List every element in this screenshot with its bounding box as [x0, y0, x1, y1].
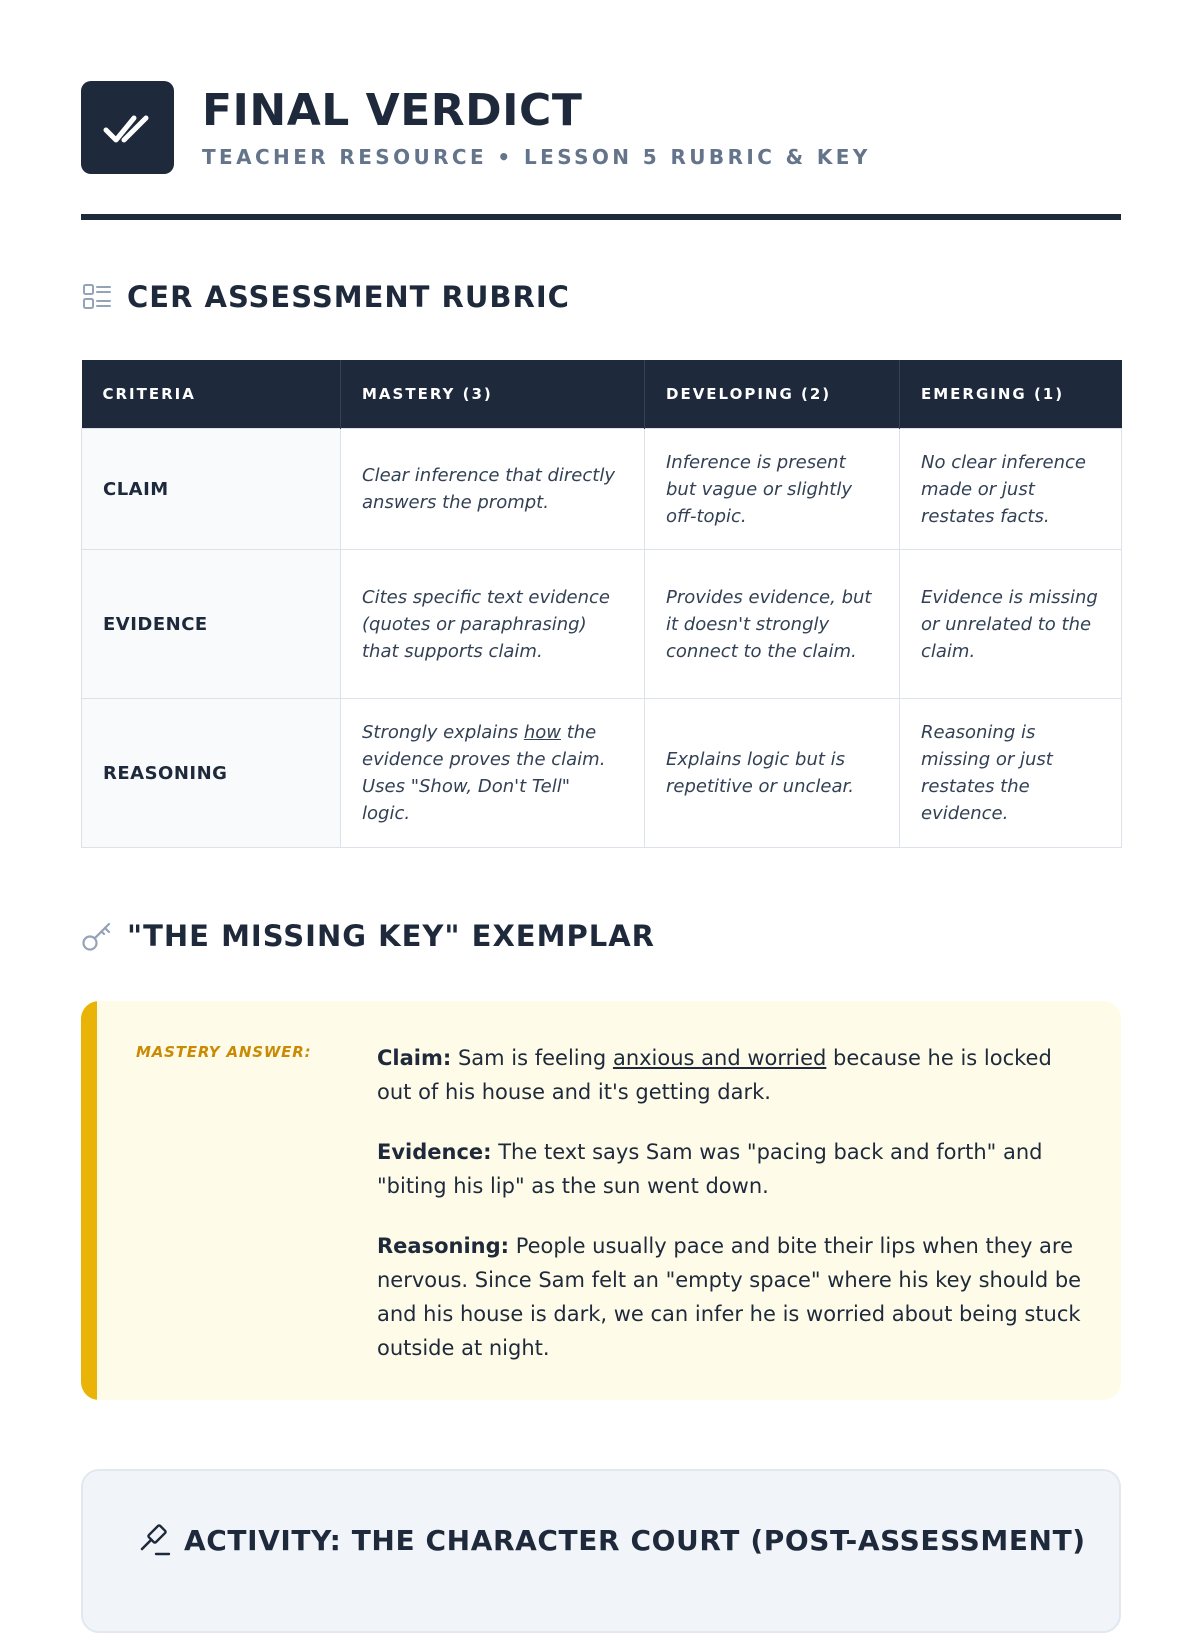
emerging-cell: Evidence is missing or unrelated to the claim. — [900, 550, 1122, 699]
mastery-emphasis: how — [523, 722, 561, 743]
mastery-answer-label: MASTERY ANSWER: — [136, 1043, 312, 1061]
claim-text-before: Sam is feeling — [451, 1046, 613, 1070]
rubric-heading — [81, 280, 570, 314]
table-row — [82, 429, 1122, 550]
column-header: DEVELOPING (2) — [645, 360, 900, 429]
emerging-cell: Reasoning is missing or just restates the evidence. — [900, 699, 1122, 848]
evidence-label: Evidence: — [377, 1140, 492, 1164]
developing-cell: Provides evidence, but it doesn't strongly connect to the claim. — [645, 550, 900, 699]
claim-label: Claim: — [377, 1046, 452, 1070]
developing-cell: Explains logic but is repetitive or unclear. — [645, 699, 900, 848]
claim-paragraph — [377, 1041, 1089, 1109]
page-subtitle: TEACHER RESOURCE • LESSON 5 RUBRIC & KEY — [202, 145, 871, 169]
mastery-cell: Clear inference that directly answers the prompt. — [341, 429, 645, 550]
key-icon — [81, 920, 113, 952]
criteria-cell: REASONING — [82, 699, 341, 848]
exemplar-answer — [377, 1041, 1089, 1391]
criteria-cell: EVIDENCE — [82, 550, 341, 699]
developing-cell: Inference is present but vague or slightly off-topic. — [645, 429, 900, 550]
list-icon — [81, 281, 113, 313]
exemplar-title: "THE MISSING KEY" EXEMPLAR — [127, 919, 655, 953]
exemplar-heading — [81, 919, 655, 953]
double-check-icon — [102, 110, 154, 146]
activity-card — [81, 1469, 1121, 1633]
evidence-paragraph — [377, 1135, 1089, 1203]
table-row — [82, 699, 1122, 848]
evidence-text: The text says Sam was "pacing back and forth" and "biting his lip" as the sun went down. — [377, 1140, 1043, 1198]
table-row — [82, 550, 1122, 699]
mastery-text-after: the evidence proves the claim. Uses "Show, Don't Tell" logic. — [362, 722, 606, 824]
exemplar-accent-bar — [81, 1001, 97, 1400]
reasoning-label: Reasoning: — [377, 1234, 510, 1258]
logo — [81, 81, 174, 174]
reasoning-paragraph — [377, 1229, 1089, 1365]
reasoning-text: People usually pace and bite their lips when they are nervous. Since Sam felt an "empty space" where his key should be and his house is dark, we can infer he is worried about being stuck outside at night. — [377, 1234, 1082, 1360]
column-header: EMERGING (1) — [900, 360, 1122, 429]
activity-title: ACTIVITY: THE CHARACTER COURT (POST-ASSESSMENT) — [184, 1523, 1086, 1557]
mastery-cell: Cites specific text evidence (quotes or paraphrasing) that supports claim. — [341, 550, 645, 699]
column-header: MASTERY (3) — [341, 360, 645, 429]
page-title: FINAL VERDICT — [202, 85, 583, 136]
table-header-row — [82, 360, 1122, 429]
rubric-table — [81, 360, 1122, 848]
exemplar-card — [81, 1001, 1121, 1400]
rubric-title: CER ASSESSMENT RUBRIC — [127, 280, 570, 314]
claim-text-after: because he is locked out of his house and it's getting dark. — [377, 1046, 1052, 1104]
column-header: CRITERIA — [82, 360, 341, 429]
criteria-cell: CLAIM — [82, 429, 341, 550]
claim-emphasis: anxious and worried — [612, 1046, 827, 1070]
gavel-icon — [138, 1523, 172, 1557]
mastery-cell — [341, 699, 645, 848]
header-divider — [81, 214, 1121, 220]
activity-heading — [138, 1523, 1086, 1557]
mastery-text-before: Strongly explains — [362, 722, 524, 743]
emerging-cell: No clear inference made or just restates facts. — [900, 429, 1122, 550]
